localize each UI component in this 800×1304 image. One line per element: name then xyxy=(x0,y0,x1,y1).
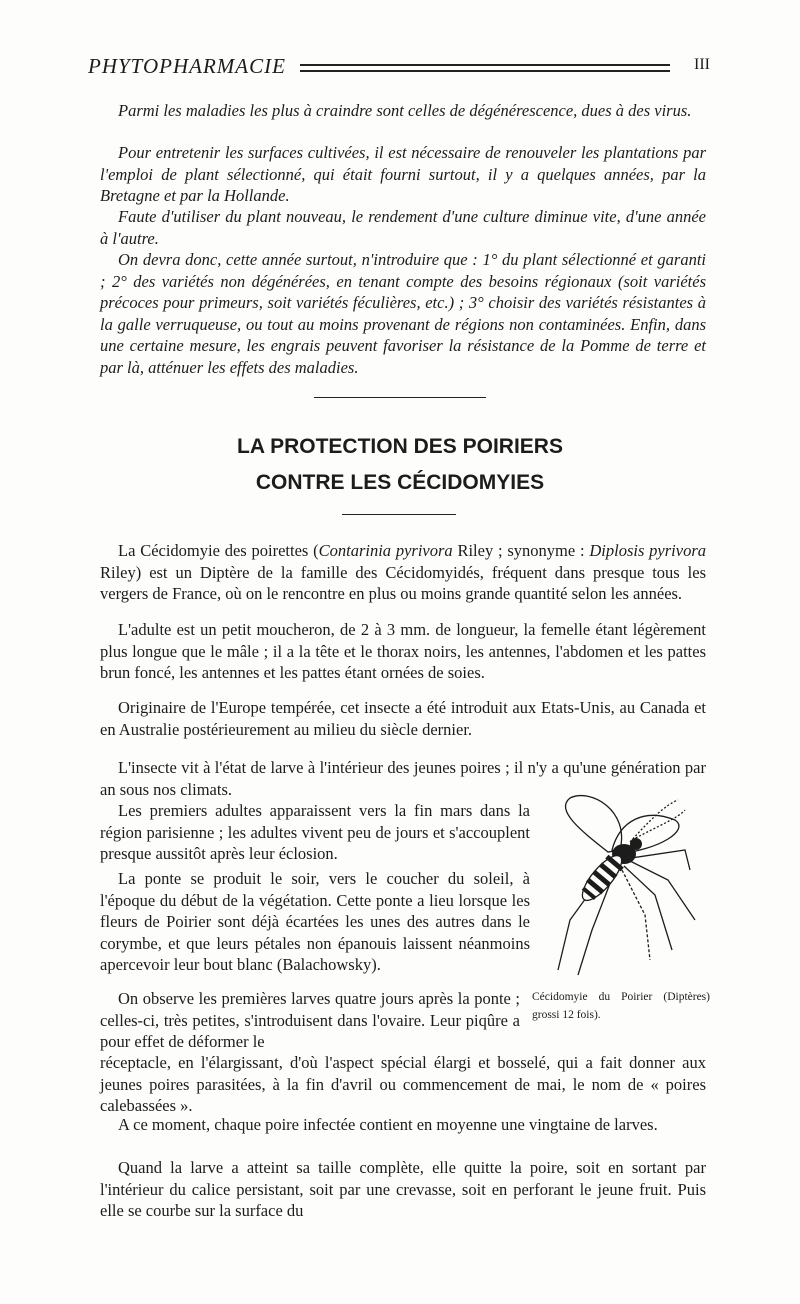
article-paragraph-5: Les premiers adultes apparaissent vers la fin mars dans la région parisienne ; les adultes vivent peu de jours et s'accouplent presque aussitôt après leur éclosion. xyxy=(100,801,530,863)
intro-paragraph-3: Faute d'utiliser du plant nouveau, le rendement d'une culture diminue vite, d'une année à l'autre. xyxy=(100,207,706,248)
scientific-name-1: Contarinia pyrivora xyxy=(318,541,453,560)
article-paragraph-7b: réceptacle, en l'élargissant, d'où l'aspect spécial élargi et bosselé, qui a fait donner aux jeunes poires parasitées, à la fin d'avril ou commencement de mai, le nom de « poires calebassées ». xyxy=(100,1053,706,1115)
section-separator xyxy=(314,397,486,398)
running-title: PHYTOPHARMACIE xyxy=(88,54,286,78)
article-paragraph-2: L'adulte est un petit moucheron, de 2 à 3 mm. de longueur, la femelle étant légèrement plus longue que le mâle ; il a la tête et le thorax noirs, les antennes, l'abdomen et les pattes brun foncé, les antennes et les pattes étant ornées de soies. xyxy=(100,620,706,682)
article-title-line-2: CONTRE LES CÉCIDOMYIES xyxy=(255,471,545,494)
p1-text-c: Riley) est un Diptère de la famille des Cécidomyidés, fréquent dans presque tous les vergers de France, où on le rencontre en plus ou moins grande quantité selon les années. xyxy=(100,562,706,603)
article-paragraph-7a: On observe les premières larves quatre jours après la ponte ; celles-ci, très petites, s'introduisent dans l'ovaire. Leur piqûre a pour effet de déformer le xyxy=(100,989,520,1051)
intro-paragraph-4: On devra donc, cette année surtout, n'introduire que : 1° du plant sélectionné et garanti ; 2° des variétés non dégénérées, en tenant compte des besoins régionaux (soit variétés précoces pour primeurs, soit variétés féculières, etc.) ; 3° choisir des variétés résistantes à la galle verruqueuse, ou tout au moins provenant de régions non contaminées. Enfin, dans une certaine mesure, les engrais peuvent favoriser la résistance de la Pomme de terre et par là, atténuer les effets des maladies. xyxy=(100,250,706,377)
article-paragraph-8: A ce moment, chaque poire infectée contient en moyenne une vingtaine de larves. xyxy=(118,1115,658,1134)
page-number: III xyxy=(694,56,710,73)
p1-text-a: La Cécidomyie des poirettes ( xyxy=(118,541,319,560)
scientific-name-2: Diplosis pyrivora xyxy=(589,541,706,560)
article-paragraph-6: La ponte se produit le soir, vers le coucher du soleil, à l'époque du début de la végétation. Cette ponte a lieu lorsque les fleurs de Poirier sont déjà écartées les unes des autres dans le corymbe, et que leurs pétales non épanouis laissent néanmoins apercevoir leur bout blanc (Balachowsky). xyxy=(100,869,530,974)
p1-text-b: Riley ; synonyme : xyxy=(452,541,590,560)
running-header xyxy=(88,52,710,84)
article-title-line-1: LA PROTECTION DES POIRIERS xyxy=(237,435,563,458)
article-paragraph-9: Quand la larve a atteint sa taille complète, elle quitte la poire, soit en sortant par l'intérieur du calice persistant, soit par une crevasse, soit en perforant le jeune fruit. Puis elle se courbe sur la surface du xyxy=(100,1158,706,1220)
intro-paragraph-1: Parmi les maladies les plus à craindre sont celles de dégénérescence, dues à des virus. xyxy=(118,101,692,120)
article-paragraph-3: Originaire de l'Europe tempérée, cet insecte a été introduit aux Etats-Unis, au Canada et en Australie postérieurement au milieu du siècle dernier. xyxy=(100,698,706,739)
title-underline xyxy=(342,514,456,515)
header-double-rule xyxy=(300,64,670,72)
intro-paragraph-2: Pour entretenir les surfaces cultivées, il est nécessaire de renouveler les plantations par l'emploi de plant sélectionné, qui était fourni surtout, il y a quelques années, par la Bretagne et par la Hollande. xyxy=(100,143,706,205)
figure-caption: Cécidomyie du Poirier (Diptères) grossi 12 fois). xyxy=(532,991,710,1021)
article-paragraph-1 xyxy=(100,540,706,605)
article-paragraph-4: L'insecte vit à l'état de larve à l'intérieur des jeunes poires ; il n'y a qu'une génération par an sous nos climats. xyxy=(100,758,706,799)
cecidomyie-insect-icon xyxy=(550,780,700,980)
